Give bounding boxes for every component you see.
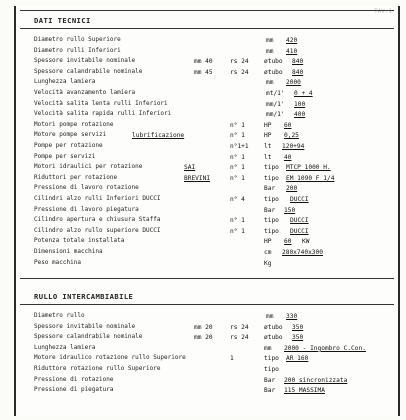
spec-label: Velocità salita rapida rulli Inferiori [34, 110, 172, 118]
spec-label: Motori pompe rotazione [34, 120, 114, 128]
spec-row [34, 376, 394, 386]
spec-value: 420 [286, 37, 298, 44]
spec-value: mt/1' [266, 90, 285, 97]
spec-label: Velocità salita lenta rulli Inferiori [34, 99, 168, 107]
spec-row [34, 174, 394, 184]
spec-row [34, 131, 394, 141]
spec-value: 2000 - Ingombro C.Con. [284, 344, 366, 352]
spec-value: 200 sincronizzata [284, 376, 348, 384]
spec-row [34, 89, 394, 99]
spec-value: 0,25 [284, 132, 299, 140]
spec-sheet-page [14, 6, 400, 416]
spec-value: 120+94 [282, 143, 305, 150]
spec-value: n° 1 [230, 121, 245, 129]
spec-label: Pressione di lavoro rotazione [34, 184, 139, 192]
section1-title-rule [20, 28, 394, 29]
section2-title: RULLO INTERCAMBIABILE [34, 292, 134, 301]
spec-label: Cilindro alzo rullo superiore DUCCI [34, 226, 161, 234]
spec-value: AR 160 [286, 355, 309, 363]
spec-label: Cilindro apertura e chiusura Staffa [34, 216, 161, 224]
spec-value: øtubo [264, 323, 283, 331]
spec-value: mm 20 [194, 323, 213, 331]
spec-value: EM 1090 F 1/4 [286, 174, 335, 182]
spec-row [34, 184, 394, 194]
spec-value: 1 [230, 355, 234, 363]
spec-label: Velocità avanzamento lamiera [34, 89, 136, 96]
spec-value: BREVINI [184, 174, 211, 182]
spec-value: 840 [292, 58, 304, 66]
spec-row [34, 110, 394, 120]
spec-value: 60 [284, 238, 292, 246]
spec-value: mm/1' [266, 111, 285, 119]
spec-value: tipo [264, 217, 279, 225]
spec-value: mm 45 [194, 68, 213, 76]
spec-label: Riduttore rotazione rullo Superiore [34, 365, 161, 372]
spec-value: MTCP 1000 H. [286, 164, 331, 172]
spec-row [34, 216, 394, 226]
spec-row [34, 227, 394, 237]
spec-label: Dimensioni macchina [34, 248, 103, 255]
spec-label: Peso macchina [34, 258, 81, 266]
spec-value: Bar [264, 376, 276, 384]
spec-row [34, 206, 394, 216]
spec-value: 840 [292, 68, 304, 76]
spec-value: 60 [284, 121, 292, 129]
spec-value: n° 1 [230, 227, 245, 235]
spec-row [34, 163, 394, 173]
spec-value: 115 MASSIMA [284, 387, 325, 395]
spec-label: Motori idraulici per rotazione [34, 163, 143, 171]
spec-value: lt [264, 153, 272, 161]
spec-row [34, 57, 394, 67]
spec-value: 410 [286, 47, 298, 55]
spec-row [34, 365, 394, 375]
spec-value: mm 40 [194, 58, 213, 66]
spec-value: 280x740x300 [282, 249, 323, 256]
spec-value: 40 [284, 153, 292, 161]
spec-value: mm [264, 344, 272, 352]
spec-value: tipo [264, 196, 279, 203]
spec-row [34, 386, 394, 396]
corner-mark: TAV.1 [373, 8, 392, 15]
spec-value: øtubo [264, 58, 283, 66]
section1-title: DATI TECNICI [34, 16, 91, 25]
spec-value: n° 1 [230, 164, 245, 172]
spec-value: 400 [294, 111, 306, 119]
spec-value: 0 + 4 [294, 90, 313, 97]
spec-row [34, 153, 394, 163]
spec-label: Pompe per rotazione [34, 142, 103, 149]
spec-value: 350 [292, 323, 304, 331]
spec-value: tipo [264, 164, 279, 172]
spec-value: rs 24 [230, 323, 249, 331]
spec-label: Spessore calandrabile nominale [34, 67, 143, 75]
spec-value: n° 1 [230, 153, 245, 161]
spec-value: mm/1' [266, 100, 285, 108]
spec-label: Spessore invitabile nominale [34, 57, 136, 65]
spec-value: Kg [264, 259, 272, 267]
spec-label: Motore pompe servizi [34, 131, 107, 139]
spec-value: tipo [264, 366, 279, 373]
spec-row [34, 121, 394, 131]
spec-value: tipo [264, 174, 279, 182]
spec-row [34, 142, 394, 152]
spec-value: rs 24 [230, 58, 249, 66]
spec-label: Lunghezza lamiera [34, 78, 96, 86]
spec-value: Bar [264, 185, 276, 193]
spec-value: cm [264, 249, 272, 256]
section2-title-rule [20, 304, 394, 305]
spec-label: Pressione di rotazione [34, 375, 114, 383]
spec-label: Pompe per servizi [34, 152, 96, 160]
spec-value: n° 1 [230, 132, 245, 140]
spec-value: rs 24 [230, 334, 249, 342]
spec-value: tipo [264, 227, 279, 235]
spec-label: Motore idraulico rotazione rullo Superiore [34, 354, 186, 362]
spec-value: HP [264, 121, 272, 129]
spec-row [34, 36, 394, 46]
spec-row [34, 312, 394, 322]
spec-value: 350 [292, 334, 304, 342]
spec-value: HP [264, 238, 272, 246]
spec-row [34, 68, 394, 78]
spec-value: n° 1 [230, 217, 245, 225]
spec-value: 200 [286, 185, 298, 193]
spec-row [34, 323, 394, 333]
spec-row [34, 259, 394, 269]
spec-value: tipo [264, 355, 279, 363]
spec-value: 150 [284, 206, 296, 214]
spec-value: n° 4 [230, 196, 245, 203]
spec-row [34, 333, 394, 343]
spec-value: n°1+1 [230, 143, 249, 150]
spec-value: mm 20 [194, 334, 213, 342]
spec-value: Bar [264, 206, 276, 214]
spec-value: DUCCI [290, 217, 309, 225]
spec-value: øtubo [264, 334, 283, 342]
spec-value: 330 [286, 313, 298, 320]
spec-value: DUCCI [290, 227, 309, 235]
spec-label: Potenza totale installata [34, 237, 125, 245]
spec-label: Lunghezza lamiera [34, 343, 96, 351]
spec-label: Pressione di piegatura [34, 386, 114, 394]
spec-value: mm [266, 37, 274, 44]
spec-value: mm [266, 47, 274, 55]
spec-value: DUCCI [290, 196, 309, 203]
spec-row [34, 354, 394, 364]
spec-value: KW [302, 238, 310, 246]
spec-value: lt [264, 143, 272, 150]
section2-top-rule [20, 278, 394, 279]
section1-top-rule [20, 10, 394, 11]
spec-value: øtubo [264, 68, 283, 76]
spec-row [34, 78, 394, 88]
spec-value: mm [266, 313, 274, 320]
spec-label: Pressione di lavoro piegatura [34, 205, 139, 213]
spec-value: rs 24 [230, 68, 249, 76]
spec-value: mm [266, 79, 274, 87]
spec-value: 100 [294, 100, 306, 108]
spec-row [34, 344, 394, 354]
spec-label: Cilindri alzo rulli Inferiori DUCCI [34, 195, 161, 202]
spec-value: SAI [184, 164, 196, 172]
spec-label: Spessore invitabile nominale [34, 322, 136, 330]
spec-value: HP [264, 132, 272, 140]
spec-row [34, 100, 394, 110]
spec-label: Diametro rullo Superiore [34, 36, 121, 43]
spec-row [34, 248, 394, 258]
spec-value: Bar [264, 387, 276, 395]
spec-label: Spessore calandrabile nominale [34, 333, 143, 341]
spec-label: Riduttori per rotazione [34, 173, 118, 181]
spec-label: Diametro rullo [34, 312, 85, 319]
spec-row [34, 195, 394, 205]
spec-row [34, 237, 394, 247]
spec-label: Diametro rulli Inferiori [34, 46, 121, 54]
spec-value: 2000 [286, 79, 301, 87]
spec-row [34, 47, 394, 57]
spec-value: n° 1 [230, 174, 245, 182]
spec-value: lubrificazione [132, 132, 185, 140]
